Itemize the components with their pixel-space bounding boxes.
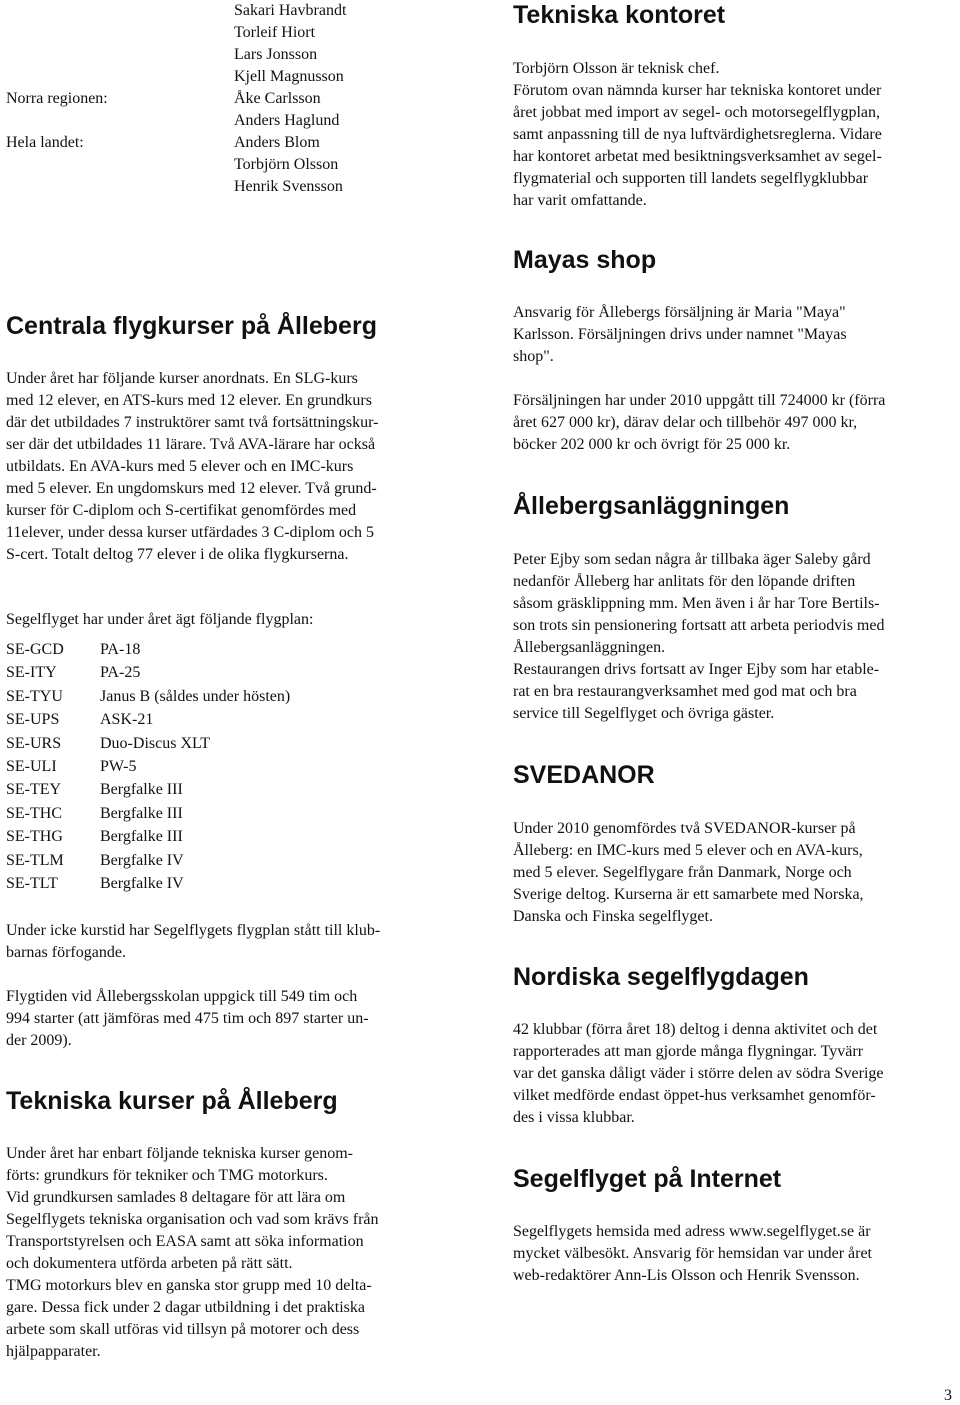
text-line: med 5 elever. En ungdomskurs med 12 elever. Två grund- <box>6 480 377 497</box>
text-line: Segelflygets hemsida med adress www.segelflyget.se är <box>513 1223 871 1240</box>
text-line: Restaurangen drivs fortsatt av Inger Ejby som har etable- <box>513 661 880 678</box>
aircraft-row <box>6 826 290 849</box>
text-line: 42 klubbar (förra året 18) deltog i denna aktivitet och det <box>513 1021 878 1038</box>
text-line: arbete som skall utföras vid tillsyn på motorer och dess <box>6 1321 360 1338</box>
text-line: service till Segelflyget och övriga gäster. <box>513 705 775 722</box>
anlaggning-text <box>513 549 955 725</box>
aircraft-row <box>6 873 290 896</box>
text-line: Under icke kurstid har Segelflygets flygplan stått till klub- <box>6 922 381 939</box>
text-line: böcker 202 000 kr och övrigt för 25 000 kr. <box>513 436 791 453</box>
text-line: Under 2010 genomfördes två SVEDANOR-kurser på <box>513 820 856 837</box>
text-line: S-cert. Totalt deltog 77 elever i de olika flygkurserna. <box>6 546 349 563</box>
text-line: Danska och Finska segelflyget. <box>513 908 713 925</box>
text-line: har kontoret arbetat med besiktningsverksamhet av segel- <box>513 148 882 165</box>
text-line: 994 starter (att jämföras med 475 tim och 897 starter un- <box>6 1010 369 1027</box>
text-line: ser där det utbildades 11 lärare. Två AVA-lärare har också <box>6 436 376 453</box>
region-label-nation: Hela landet: <box>6 134 84 151</box>
heading-mayas-shop: Mayas shop <box>513 246 657 274</box>
heading-tekniska-kurser: Tekniska kurser på Ålleberg <box>6 1087 338 1115</box>
aircraft-type: Bergfalke III <box>100 804 183 822</box>
aircraft-type: Janus B (såldes under hösten) <box>100 687 291 705</box>
text-line: såsom gräsklippning mm. Men även i år har Tore Bertils- <box>513 595 880 612</box>
aircraft-type: Bergfalke III <box>100 828 183 846</box>
aircraft-type: PA-25 <box>100 664 141 682</box>
text-line: Vid grundkursen samlades 8 deltagare för att lära om <box>6 1189 346 1206</box>
aircraft-type: Bergfalke III <box>100 781 183 799</box>
aircraft-registration: SE-ITY <box>6 664 57 682</box>
text-line: där det utbildades 7 instruktörer samt två fortsättningskur- <box>6 414 379 431</box>
text-line: mycket välbesökt. Ansvarig för hemsidan var under året <box>513 1245 872 1262</box>
text-line: Under året har följande kurser anordnats. En SLG-kurs <box>6 370 358 387</box>
text-line: der 2009). <box>6 1032 72 1049</box>
text-line: Peter Ejby som sedan några år tillbaka äger Saleby gård <box>513 551 871 568</box>
text-line: Transportstyrelsen och EASA samt att söka information <box>6 1233 364 1250</box>
aircraft-registration: SE-TYU <box>6 687 63 705</box>
text-line: flygmaterial och supporten till landets segelflygklubbar <box>513 170 869 187</box>
aircraft-registration: SE-THC <box>6 804 62 822</box>
text-line: med 5 elever. Segelflygare från Danmark, Norge och <box>513 864 852 881</box>
svedanor-text <box>513 818 958 928</box>
text-line: Förutom ovan nämnda kurser har tekniska kontoret under <box>513 82 882 99</box>
aircraft-row <box>6 850 290 873</box>
heading-svedanor: SVEDANOR <box>513 761 655 789</box>
flygtid-text <box>6 986 456 1052</box>
text-line: Ållebergsanläggningen. <box>513 639 666 656</box>
person-name: Lars Jonsson <box>234 46 318 63</box>
person-name: Anders Blom <box>234 134 320 151</box>
aircraft-type: Bergfalke IV <box>100 851 184 869</box>
aircraft-registration: SE-THG <box>6 828 63 846</box>
aircraft-registration: SE-URS <box>6 734 62 752</box>
heading-segelflyget-pa-internet: Segelflyget på Internet <box>513 1165 782 1193</box>
aircraft-registration: SE-TEY <box>6 781 62 799</box>
aircraft-row <box>6 662 290 685</box>
person-name: Sakari Havbrandt <box>234 2 347 19</box>
person-name: Anders Haglund <box>234 112 340 129</box>
name-list <box>234 0 474 198</box>
tekniska-kontoret-text <box>513 58 958 212</box>
aircraft-registration: SE-GCD <box>6 641 64 658</box>
text-line: Karlsson. Försäljningen drivs under namnet "Mayas <box>513 326 847 343</box>
text-line: hjälpapparater. <box>6 1343 101 1360</box>
text-line: Försäljningen har under 2010 uppgått till 724000 kr (förra <box>513 392 886 409</box>
aircraft-row <box>6 709 290 732</box>
text-line: web-redaktörer Ann-Lis Olsson och Henrik Svensson. <box>513 1267 860 1284</box>
text-line: son trots sin pensionering fortsatt att arbeta periodvis med <box>513 617 885 634</box>
aircraft-type: PW-5 <box>100 757 137 775</box>
aircraft-row <box>6 686 290 709</box>
aircraft-registration: SE-ULI <box>6 757 57 775</box>
mayas-shop-text-1 <box>513 302 955 368</box>
heading-allebergsanlaggningen: Ållebergsanläggningen <box>513 492 790 520</box>
text-line: kurser för C-diplom och S-certifikat genomfördes med <box>6 502 357 519</box>
text-line: des i vissa klubbar. <box>513 1109 635 1126</box>
heading-nordiska-segelflygdagen: Nordiska segelflygdagen <box>513 963 809 991</box>
region-label-north: Norra regionen: <box>6 90 108 107</box>
aircraft-registration: SE-UPS <box>6 711 60 729</box>
aircraft-row <box>6 733 290 756</box>
text-line: barnas förfogande. <box>6 944 126 961</box>
text-line: har varit omfattande. <box>513 192 647 209</box>
text-line: med 12 elever, en ATS-kurs med 12 elever. En grundkurs <box>6 392 372 409</box>
text-line: vilket medförde endast öppet-hus verksamhet genomför- <box>513 1087 876 1104</box>
text-line: förts: grundkurs för tekniker och TMG motorkurs. <box>6 1167 328 1184</box>
text-line: Under året har enbart följande tekniska kurser genom- <box>6 1145 353 1162</box>
text-line: Flygtiden vid Ållebergsskolan uppgick till 549 tim och <box>6 988 358 1005</box>
heading-tekniska-kontoret: Tekniska kontoret <box>513 1 726 29</box>
text-line: Torbjörn Olsson är teknisk chef. <box>513 60 720 77</box>
text-line: gare. Dessa fick under 2 dagar utbildning i det praktiska <box>6 1299 365 1316</box>
person-name: Torleif Hiort <box>234 24 316 41</box>
heading-centrala-flygkurser: Centrala flygkurser på Ålleberg <box>6 312 377 340</box>
centrala-text <box>6 368 456 566</box>
page-number: 3 <box>944 1387 952 1404</box>
mayas-shop-text-2 <box>513 390 958 456</box>
text-line: TMG motorkurs blev en ganska stor grupp med 10 delta- <box>6 1277 372 1294</box>
person-name: Åke Carlsson <box>234 90 321 107</box>
text-line: och dokumentera utförda arbeten på rätt sätt. <box>6 1255 293 1272</box>
text-line: var det ganska dåligt väder i större delen av södra Sverige <box>513 1065 884 1082</box>
person-name: Torbjörn Olsson <box>234 156 339 173</box>
text-line: utbildats. En AVA-kurs med 5 elever och en IMC-kurs <box>6 458 354 475</box>
text-line: Ansvarig för Ållebergs försäljning är Maria "Maya" <box>513 304 846 321</box>
aircraft-row <box>6 756 290 779</box>
aircraft-registration: SE-TLM <box>6 851 64 869</box>
text-line: shop". <box>513 348 554 365</box>
aircraft-type: Duo-Discus XLT <box>100 734 211 752</box>
text-line: året jobbat med import av segel- och motorsegelflygplan, <box>513 104 880 121</box>
aircraft-type: Bergfalke IV <box>100 874 184 892</box>
person-name: Kjell Magnusson <box>234 68 344 85</box>
text-line: rat en bra restaurangverksamhet med god mat och bra <box>513 683 857 700</box>
text-line: året 627 000 kr), därav delar och tillbehör 497 000 kr, <box>513 414 858 431</box>
klubb-text <box>6 920 456 964</box>
aircraft-type: ASK-21 <box>100 711 154 729</box>
flygplan-intro: Segelflyget har under året ägt följande flygplan: <box>6 611 314 628</box>
aircraft-registration: SE-TLT <box>6 874 58 892</box>
text-line: rapporterades att man gjorde många flygningar. Tyvärr <box>513 1043 864 1060</box>
text-line: Segelflygets tekniska organisation och vad som krävs från <box>6 1211 379 1228</box>
tekniska-kurser-text <box>6 1143 456 1363</box>
person-name: Henrik Svensson <box>234 178 343 195</box>
text-line: 11elever, under dessa kurser utfärdades 3 C-diplom och 5 <box>6 524 374 541</box>
aircraft-row <box>6 779 290 802</box>
aircraft-table <box>6 639 290 896</box>
aircraft-row <box>6 639 290 662</box>
aircraft-type: PA-18 <box>100 641 141 658</box>
text-line: Sverige deltog. Kurserna är ett samarbete med Norska, <box>513 886 864 903</box>
text-line: samt anpassning till de nya luftvärdighetsreglerna. Vidare <box>513 126 882 143</box>
aircraft-row <box>6 803 290 826</box>
internet-text <box>513 1221 958 1287</box>
nordiska-text <box>513 1019 958 1129</box>
text-line: Ålleberg: en IMC-kurs med 5 elever och en AVA-kurs, <box>513 842 863 859</box>
text-line: nedanför Ålleberg har anlitats för den löpande driften <box>513 573 856 590</box>
